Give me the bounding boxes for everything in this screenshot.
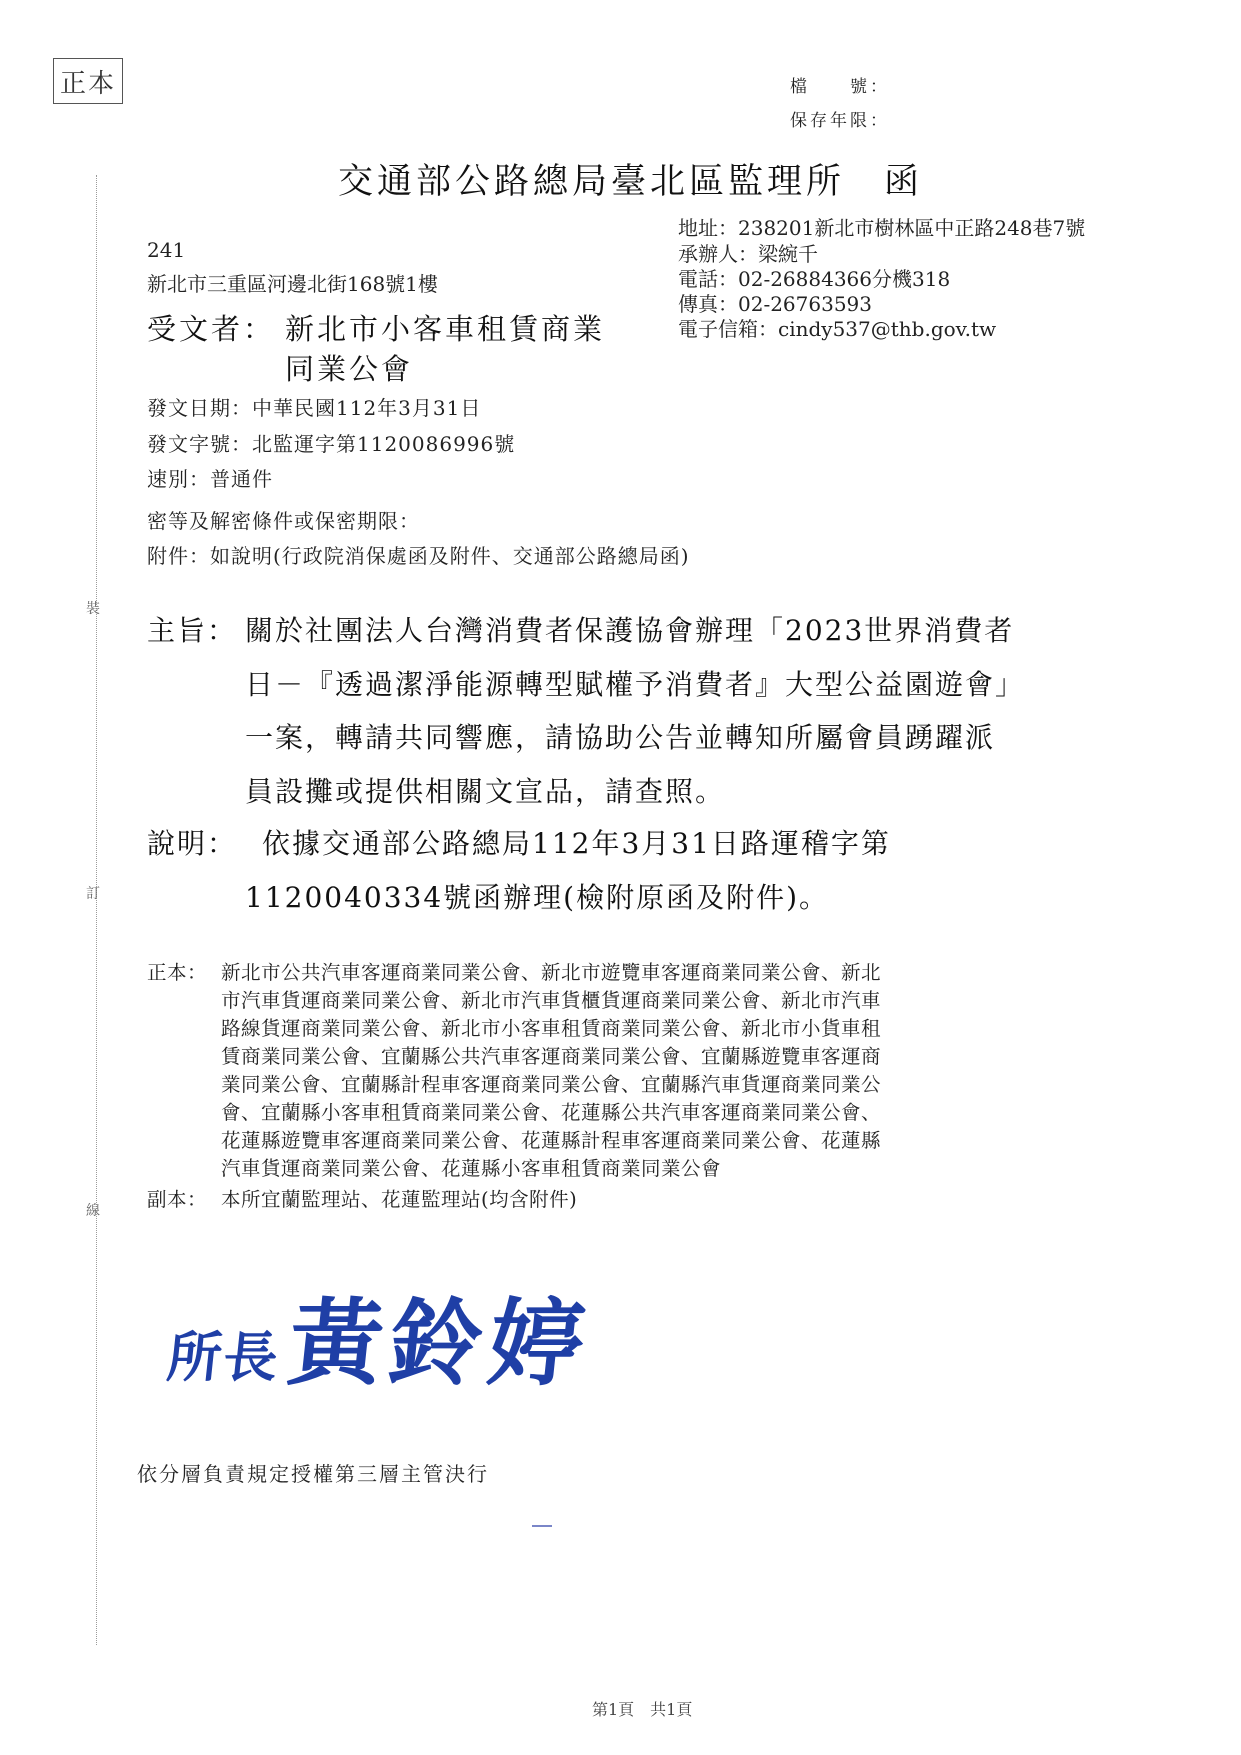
main-recipients-line-4: 賃商業同業公會、宜蘭縣公共汽車客運商業同業公會、宜蘭縣遊覽車客運商 xyxy=(221,1045,882,1068)
binding-char-xian: 線 xyxy=(86,1203,100,1219)
explanation-line-1: 依據交通部公路總局112年3月31日路運稽字第 xyxy=(262,827,891,860)
main-recipients-line-8: 汽車貨運商業同業公會、花蓮縣小客車租賃商業同業公會 xyxy=(221,1157,722,1180)
retention-period-label: 保存年限： xyxy=(790,111,890,131)
page-number: 第1頁 共1頁 xyxy=(592,1700,693,1719)
document-title: 交通部公路總局臺北區監理所 函 xyxy=(338,162,924,202)
main-recipients-line-7: 花蓮縣遊覽車客運商業同業公會、花蓮縣計程車客運商業同業公會、花蓮縣 xyxy=(221,1129,882,1152)
delegation-authority-note: 依分層負責規定授權第三層主管決行 xyxy=(137,1462,489,1486)
subject-line-4: 員設攤或提供相關文宣品，請查照。 xyxy=(245,775,726,808)
sender-address: 地址：238201新北市樹林區中正路248巷7號 xyxy=(678,216,1086,240)
recipient-name-line1: 新北市小客車租賃商業 xyxy=(285,312,606,346)
explanation-label: 說明： xyxy=(147,827,238,860)
binding-char-zhuang: 裝 xyxy=(86,601,100,617)
fax-number: 傳真：02-26763593 xyxy=(678,292,873,316)
subject-line-2: 日－『透過潔淨能源轉型賦權予消費者』大型公益園遊會」 xyxy=(245,668,1026,701)
delivery-speed: 速別：普通件 xyxy=(147,467,273,491)
main-recipients-line-1: 新北市公共汽車客運商業同業公會、新北市遊覽車客運商業同業公會、新北 xyxy=(221,961,882,984)
issue-date: 發文日期：中華民國112年3月31日 xyxy=(147,396,482,420)
subject-line-1: 關於社團法人台灣消費者保護協會辦理「2023世界消費者 xyxy=(245,614,1015,647)
phone-number: 電話：02-26884366分機318 xyxy=(678,267,951,291)
recipient-postal-code: 241 xyxy=(147,238,186,262)
explanation-line-2: 1120040334號函辦理(檢附原函及附件)。 xyxy=(245,881,829,914)
recipient-name-line2: 同業公會 xyxy=(285,352,414,386)
recipient-label: 受文者： xyxy=(147,312,276,346)
email-address: 電子信箱：cindy537@thb.gov.tw xyxy=(678,317,997,341)
secrecy-level: 密等及解密條件或保密期限： xyxy=(147,509,420,533)
signature-title: 所長 xyxy=(164,1325,283,1389)
signature-name: 黃鈴婷 xyxy=(283,1289,595,1399)
original-copy-stamp xyxy=(53,58,123,104)
document-number: 發文字號：北監運字第1120086996號 xyxy=(147,432,516,456)
copy-recipients: 本所宜蘭監理站、花蓮監理站(均含附件) xyxy=(221,1188,578,1211)
main-recipients-line-6: 會、宜蘭縣小客車租賃商業同業公會、花蓮縣公共汽車客運商業同業公會、 xyxy=(221,1101,882,1124)
main-recipients-line-3: 路線貨運商業同業公會、新北市小客車租賃商業同業公會、新北市小貨車租 xyxy=(221,1017,882,1040)
scan-mark xyxy=(532,1525,552,1527)
main-recipients-label: 正本： xyxy=(147,961,208,984)
binding-char-ding: 訂 xyxy=(86,886,100,902)
handler-name: 承辦人：梁綩千 xyxy=(678,242,818,266)
subject-label: 主旨： xyxy=(147,614,238,647)
binding-line xyxy=(96,175,97,1645)
director-signature-stamp xyxy=(164,1268,595,1403)
attachments: 附件：如說明(行政院消保處函及附件、交通部公路總局函) xyxy=(147,544,690,568)
main-recipients-line-5: 業同業公會、宜蘭縣計程車客運商業同業公會、宜蘭縣汽車貨運商業同業公 xyxy=(221,1073,882,1096)
main-recipients-line-2: 市汽車貨運商業同業公會、新北市汽車貨櫃貨運商業同業公會、新北市汽車 xyxy=(221,989,882,1012)
file-number-label: 檔 號： xyxy=(790,77,890,97)
copy-recipients-label: 副本： xyxy=(147,1188,208,1211)
stamp-label: 正本 xyxy=(59,68,116,99)
recipient-street-address: 新北市三重區河邊北街168號1樓 xyxy=(147,272,438,296)
subject-line-3: 一案，轉請共同響應，請協助公告並轉知所屬會員踴躍派 xyxy=(245,721,996,754)
